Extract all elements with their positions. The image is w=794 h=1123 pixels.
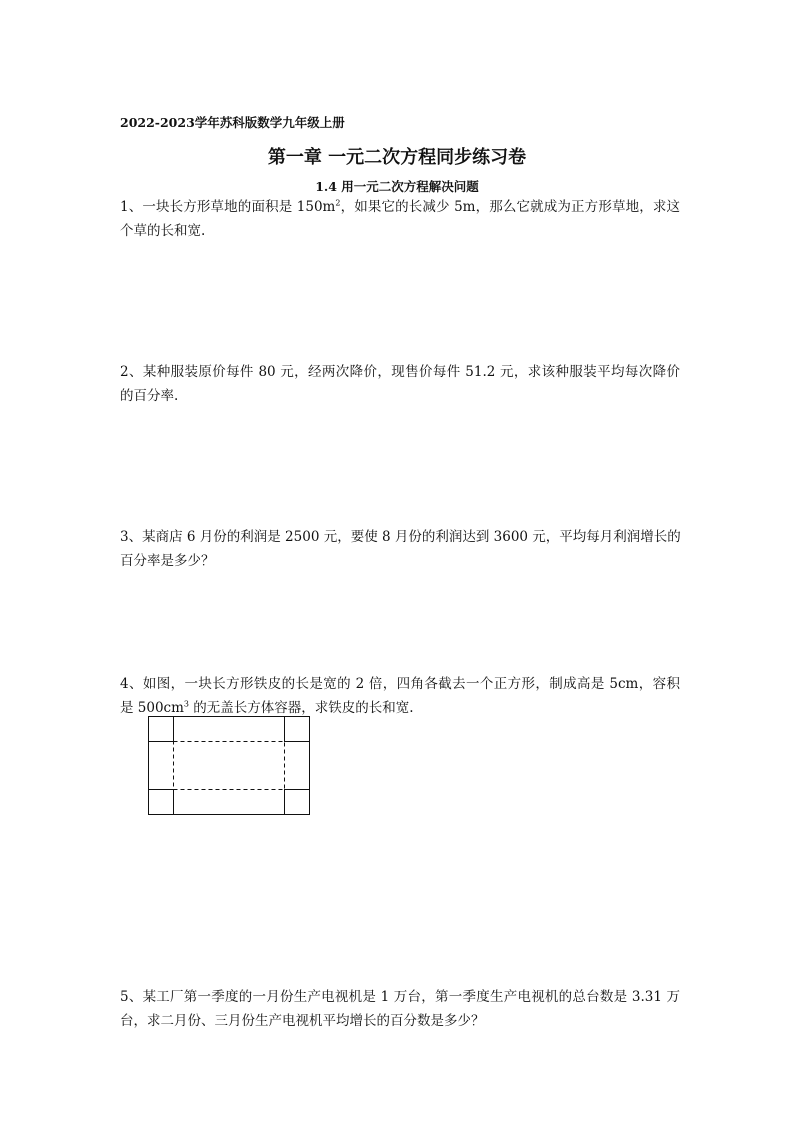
corner-square-top-right — [285, 717, 310, 742]
question-2 — [120, 360, 680, 408]
question-2-line-1: 2、某种服装原价每件 80 元，经两次降价，现售价每件 51.2 元，求该种服装平均每次降价 — [120, 364, 680, 380]
question-4-line-2: 是 $500cm^3$ 的无盖长方体容器，求铁皮的长和宽. — [120, 699, 414, 716]
corner-square-top-left — [149, 717, 174, 742]
question-1-line-1: 1、一块长方形草地的面积是 $150m^2$，如果它的长减少 5m，那么它就成为正方形草地，求这 — [120, 198, 680, 215]
question-5-line-2: 台，求二月份、三月份生产电视机平均增长的百分数是多少？ — [120, 1013, 485, 1029]
section-title: 1.4 用一元二次方程解决问题 — [315, 179, 479, 194]
question-3-line-1: 3、某商店 6 月份的利润是 2500 元，要使 8 月份的利润达到 3600 元，平均每月利润增长的 — [120, 529, 681, 545]
question-1 — [120, 195, 680, 243]
chapter-title: 第一章 一元二次方程同步练习卷 — [267, 147, 527, 168]
question-2-line-2: 的百分率. — [120, 388, 179, 404]
fold-line-dashed — [174, 742, 285, 790]
question-1-line-2: 个草的长和宽. — [120, 223, 206, 239]
corner-square-bottom-left — [149, 790, 174, 815]
sheet-outline — [149, 717, 310, 815]
course-header: 2022-2023学年苏科版数学九年级上册 — [120, 115, 345, 130]
question-3-line-2: 百分率是多少？ — [120, 553, 215, 569]
sheet-figure — [147, 716, 313, 818]
question-5-line-1: 5、某工厂第一季度的一月份生产电视机是 1 万台，第一季度生产电视机的总台数是 3.31 万 — [120, 989, 680, 1005]
question-4-line-1: 4、如图，一块长方形铁皮的长是宽的 2 倍，四角各截去一个正方形，制成高是 5cm，容积 — [120, 676, 680, 692]
corner-square-bottom-right — [285, 790, 310, 815]
question-3 — [120, 525, 680, 573]
question-5 — [120, 985, 680, 1033]
question-4 — [120, 672, 680, 720]
